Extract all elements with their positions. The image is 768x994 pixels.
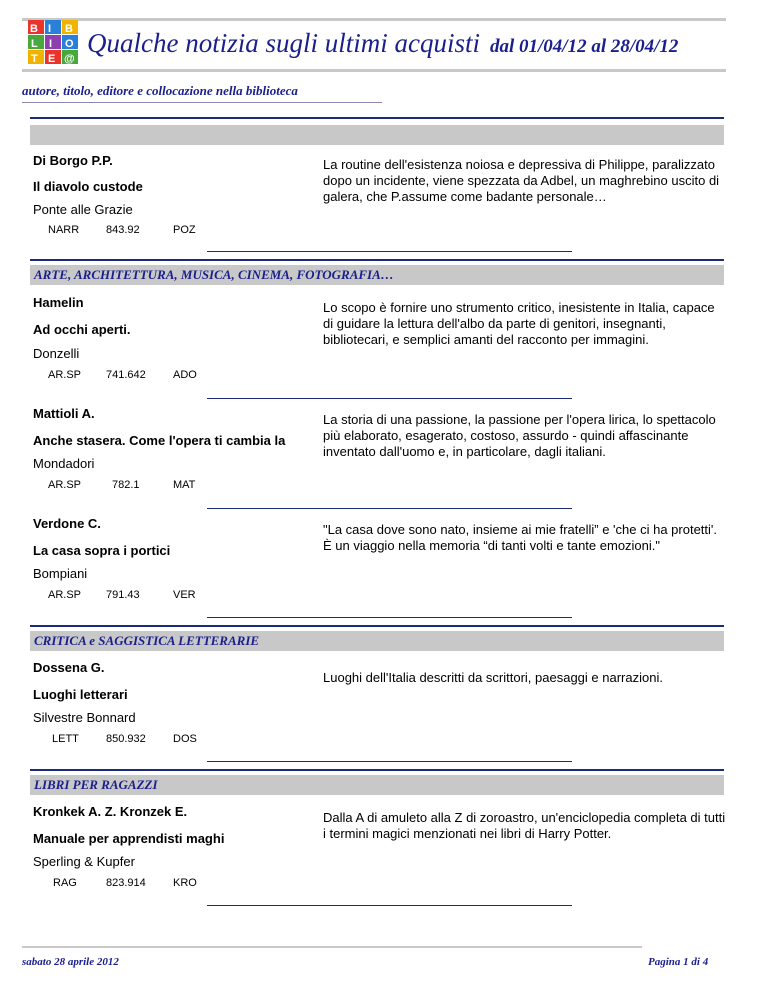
svg-text:T: T: [31, 53, 38, 65]
book-publisher: Sperling & Kupfer: [33, 854, 135, 869]
svg-text:E: E: [48, 53, 56, 65]
book-classification: 843.92: [106, 224, 140, 236]
category-top-rule: [30, 117, 724, 119]
entry-separator: [207, 905, 572, 906]
book-section: RAG: [53, 877, 77, 889]
footer-date: sabato 28 aprile 2012: [22, 956, 119, 968]
book-code: KRO: [173, 877, 197, 889]
book-publisher: Mondadori: [33, 456, 95, 471]
book-section: NARR: [48, 224, 80, 236]
book-title: Ad occhi aperti.: [33, 322, 131, 337]
book-code: VER: [173, 589, 196, 601]
svg-text:I: I: [48, 23, 52, 35]
book-description: La routine dell'esistenza noiosa e depressiva di Philippe, paralizzato dopo un incidente, viene spezzata da Adbel, un maghrebino uscito di galera, che P.assume come badante personale…: [323, 157, 720, 204]
entry-separator: [207, 251, 572, 252]
book-classification: 850.932: [106, 733, 146, 745]
book-classification: 823.914: [106, 877, 146, 889]
subtitle-underline: [22, 102, 382, 103]
category-label: CRITICA e SAGGISTICA LETTERARIE: [34, 633, 260, 648]
svg-text:O: O: [65, 38, 74, 50]
book-classification: 791.43: [106, 589, 140, 601]
book-title: La casa sopra i portici: [33, 543, 171, 558]
book-publisher: Silvestre Bonnard: [33, 710, 136, 725]
book-code: ADO: [173, 369, 197, 381]
svg-text:@: @: [64, 53, 75, 65]
svg-text:B: B: [65, 23, 73, 35]
category-top-rule: [30, 625, 724, 627]
top-rule: [22, 18, 726, 21]
category-label: LIBRI PER RAGAZZI: [34, 777, 158, 792]
book-classification: 782.1: [112, 479, 140, 491]
book-description: "La casa dove sono nato, insieme ai mie fratelli” e 'che ci ha protetti'. È un viaggio nella memoria “di tanti volti e tante emozioni.": [323, 522, 718, 553]
book-section: AR.SP: [48, 589, 82, 601]
book-code: POZ: [173, 224, 196, 236]
category-header: [30, 125, 724, 145]
category-top-rule: [30, 769, 724, 771]
library-logo: [28, 18, 82, 68]
category-header: [30, 775, 724, 795]
category-header: [30, 265, 724, 285]
book-classification: 741.642: [106, 369, 146, 381]
date-range: dal 01/04/12 al 28/04/12: [490, 36, 679, 57]
svg-text:B: B: [30, 23, 38, 35]
entry-separator: [207, 761, 572, 762]
svg-text:I: I: [49, 38, 53, 50]
book-title: Manuale per apprendisti maghi: [33, 831, 225, 846]
book-description: Lo scopo è fornire uno strumento critico, inesistente in Italia, capace di guidare la lettura dell'albo da parte di genitori, insegnanti, bibliotecari, e semplici amanti del racconto per immagini.: [323, 300, 715, 347]
book-description: Luoghi dell'Italia descritti da scrittori, paesaggi e narrazioni.: [323, 670, 663, 685]
category-header: [30, 631, 724, 651]
book-description: La storia di una passione, la passione per l'opera lirica, lo spettacolo più elaborato, esagerato, costoso, assurdo - quindi affascinante inventato dall'uomo e, in particolare, dagli italiani.: [323, 412, 716, 459]
page-subtitle: autore, titolo, editore e collocazione nella biblioteca: [22, 83, 298, 98]
entry-separator: [207, 398, 572, 399]
entry-separator: [207, 617, 572, 618]
book-title: Il diavolo custode: [33, 179, 143, 194]
book-author: Di Borgo P.P.: [33, 153, 113, 168]
page-number: Pagina 1 di 4: [648, 956, 709, 968]
book-description: Dalla A di amuleto alla Z di zoroastro, un'enciclopedia completa di tutti i termini magici menzionati nei libri di Harry Potter.: [323, 810, 726, 841]
book-author: Dossena G.: [33, 660, 105, 675]
book-author: Mattioli A.: [33, 406, 95, 421]
entry-separator: [207, 508, 572, 509]
book-code: MAT: [173, 479, 196, 491]
book-section: AR.SP: [48, 479, 82, 491]
book-code: DOS: [173, 733, 197, 745]
book-author: Verdone C.: [33, 516, 101, 531]
footer-rule: [22, 946, 642, 948]
book-author: Hamelin: [33, 295, 84, 310]
book-publisher: Donzelli: [33, 346, 80, 361]
book-section: LETT: [52, 733, 79, 745]
book-section: AR.SP: [48, 369, 82, 381]
book-author: Kronkek A. Z. Kronzek E.: [33, 804, 188, 819]
book-publisher: Bompiani: [33, 566, 88, 581]
book-title: Luoghi letterari: [33, 687, 128, 702]
header-bottom-rule: [22, 69, 726, 72]
category-top-rule: [30, 259, 724, 261]
svg-text:L: L: [31, 38, 38, 50]
page-title: Qualche notizia sugli ultimi acquisti: [87, 28, 480, 58]
book-publisher: Ponte alle Grazie: [33, 202, 133, 217]
category-label: ARTE, ARCHITETTURA, MUSICA, CINEMA, FOTOGRAFIA…: [34, 267, 394, 282]
book-title: Anche stasera. Come l'opera ti cambia la: [33, 433, 286, 448]
